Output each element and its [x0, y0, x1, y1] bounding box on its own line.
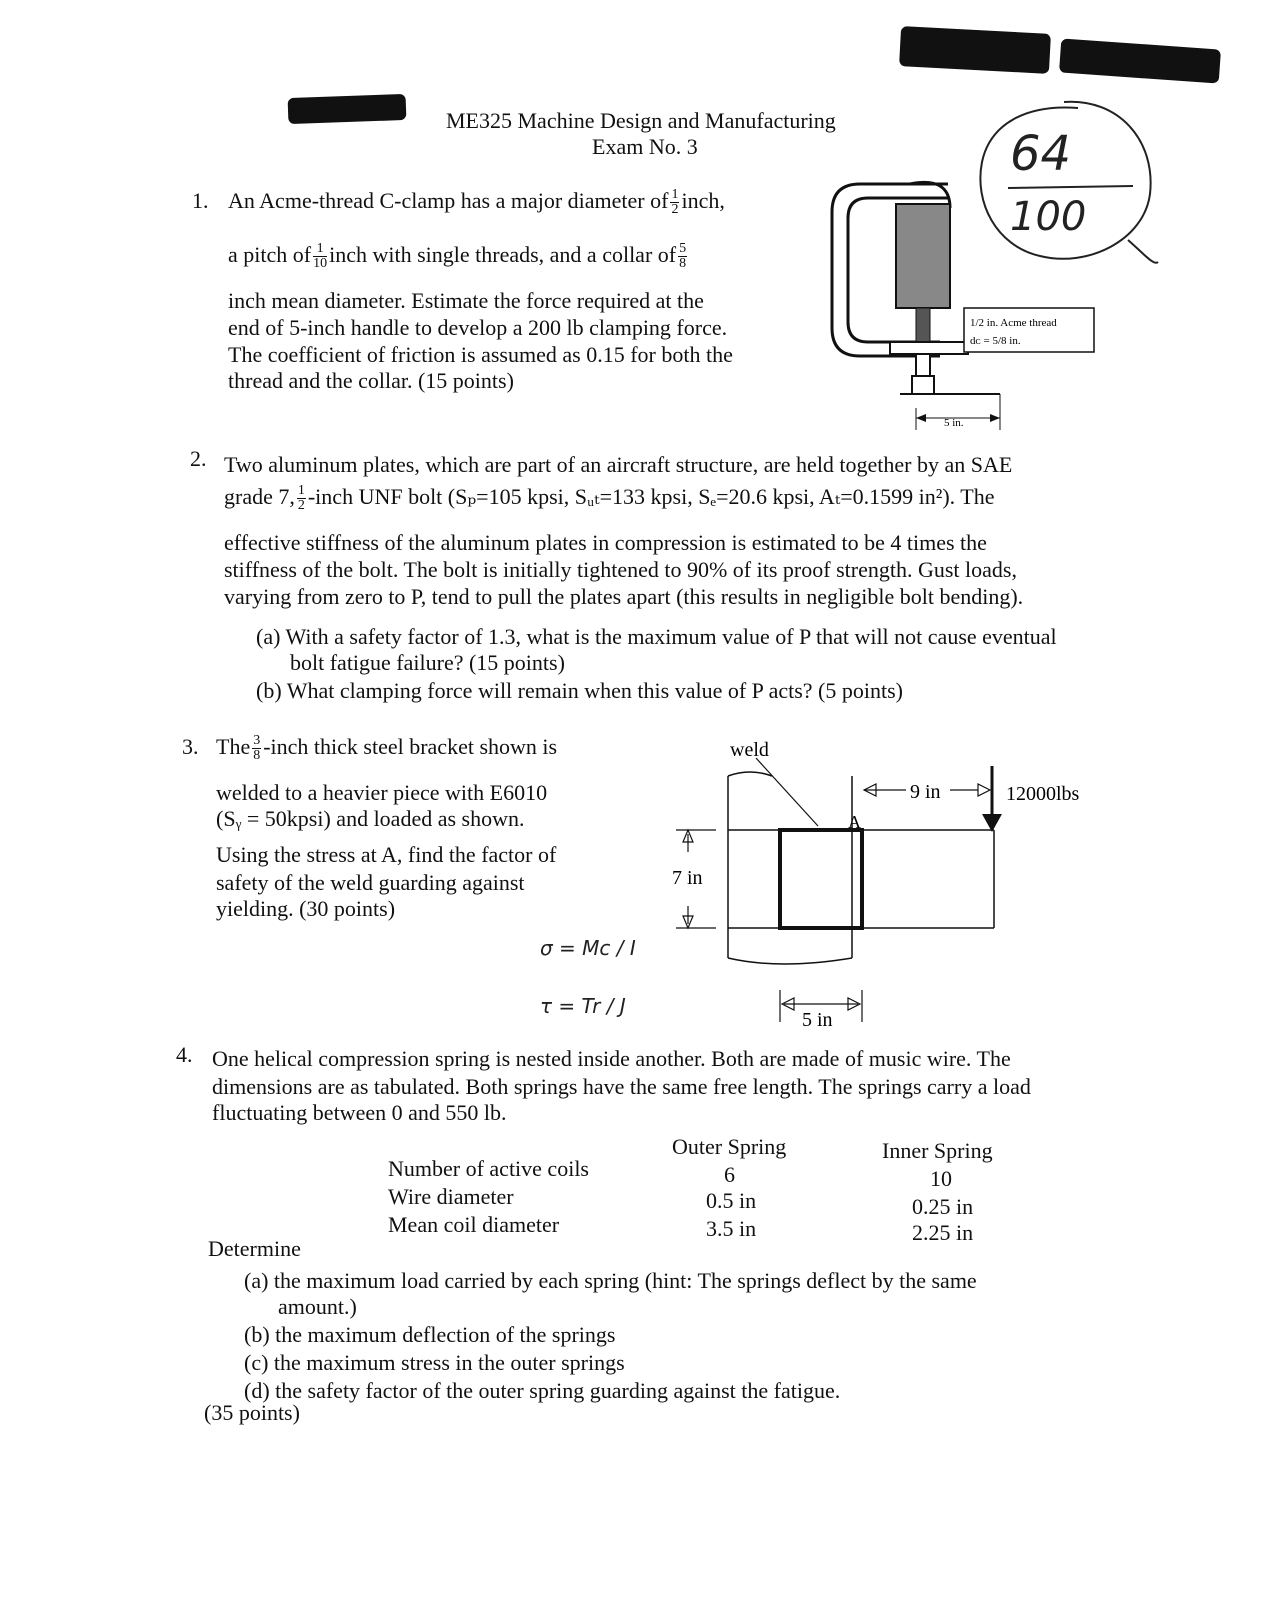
q3-text: -inch thick steel bracket shown is [263, 734, 558, 759]
q4-line3: fluctuating between 0 and 550 lb. [212, 1100, 507, 1125]
q3-number: 3. [182, 734, 199, 759]
q4-points: (35 points) [204, 1400, 300, 1425]
table-cell-outer: 0.5 in [706, 1188, 757, 1213]
q2-part-a-line2: bolt fatigue failure? (15 points) [290, 650, 565, 675]
q1-text: An Acme-thread C-clamp has a major diameter of [228, 188, 669, 213]
q3-line6: yielding. (30 points) [216, 896, 396, 921]
q1-line1 [228, 188, 725, 217]
q1-text: inch with single threads, and a collar of [329, 242, 677, 267]
q3-line1 [216, 734, 557, 763]
fig-label-weld: weld [730, 739, 769, 761]
col-header-outer: Outer Spring [672, 1134, 787, 1159]
q1-line4: end of 5-inch handle to develop a 200 lb clamping force. [228, 315, 728, 340]
fraction: $\frac{1}{2}$ [671, 187, 679, 218]
fig-label-9in: 9 in [910, 781, 941, 803]
q1-text: a pitch of [228, 242, 312, 267]
q3-line2: welded to a heavier piece with E6010 [216, 780, 548, 805]
q4-part-c: (c) the maximum stress in the outer springs [244, 1350, 625, 1375]
q4-line2: dimensions are as tabulated. Both springs have the same free length. The springs carry a load [212, 1074, 1031, 1099]
c-clamp-figure [820, 168, 1100, 438]
handwritten-formula-bending: σ = Mc / I [540, 936, 636, 960]
fraction: $\frac{3}{8}$ [253, 733, 261, 764]
q4-part-a-line2: amount.) [278, 1294, 357, 1319]
q4-number: 4. [176, 1042, 193, 1067]
q2-line2 [224, 484, 995, 513]
q2-line1: Two aluminum plates, which are part of an aircraft structure, are held together by an SAE [224, 452, 1013, 477]
fig-label-point-a: A [848, 812, 861, 832]
fig-label-thread: 1/2 in. Acme thread [970, 317, 1057, 329]
q3-line3: (Sᵧ = 50kpsi) and loaded as shown. [216, 806, 525, 831]
score-denominator: 100 [1010, 194, 1087, 240]
fig-label-collar: dᴄ = 5/8 in. [970, 335, 1021, 347]
q3-line5: safety of the weld guarding against [216, 870, 525, 895]
table-row-label: Mean coil diameter [388, 1212, 560, 1237]
q3-line4: Using the stress at A, find the factor of [216, 842, 557, 867]
table-cell-inner: 10 [930, 1166, 952, 1191]
fig-label-5in: 5 in [802, 1009, 833, 1031]
q2-text: grade 7, [224, 484, 295, 509]
score-numerator: 64 [1010, 126, 1072, 182]
redaction-mark [1059, 38, 1221, 83]
table-cell-inner: 0.25 in [912, 1194, 974, 1219]
q4-line1: One helical compression spring is nested inside another. Both are made of music wire. The [212, 1046, 1011, 1071]
fraction: $\frac{1}{10}$ [313, 241, 328, 272]
fig-label-7in: 7 in [672, 867, 703, 889]
col-header-inner: Inner Spring [882, 1138, 993, 1163]
q2-part-a-line1: (a) With a safety factor of 1.3, what is the maximum value of P that will not cause eventual [256, 624, 1057, 649]
q4-part-b: (b) the maximum deflection of the springs [244, 1322, 616, 1347]
fig-label-handle-length: 5 in. [944, 417, 964, 429]
q4-part-d: (d) the safety factor of the outer spring guarding against the fatigue. [244, 1378, 841, 1403]
q2-line5: varying from zero to P, tend to pull the plates apart (this results in negligible bolt bending). [224, 584, 1024, 609]
q3-text: The [216, 734, 251, 759]
q2-part-b: (b) What clamping force will remain when this value of P acts? (5 points) [256, 678, 903, 703]
fig-label-load: 12000lbs [1006, 783, 1080, 805]
q4-part-a-line1: (a) the maximum load carried by each spring (hint: The springs deflect by the same [244, 1268, 977, 1293]
q1-line6: thread and the collar. (15 points) [228, 368, 514, 393]
q2-text: -inch UNF bolt (Sₚ=105 kpsi, Sᵤₜ=133 kpsi, Sₑ=20.6 kpsi, Aₜ=0.1599 in²). The [307, 484, 995, 509]
weld-bracket-figure [660, 730, 1120, 1040]
table-cell-outer: 3.5 in [706, 1216, 757, 1241]
table-cell-inner: 2.25 in [912, 1220, 974, 1245]
exam-title: Exam No. 3 [592, 134, 698, 159]
q1-line2 [228, 242, 689, 271]
q1-number: 1. [192, 188, 209, 213]
course-title: ME325 Machine Design and Manufacturing [446, 108, 836, 133]
q1-text: inch, [681, 188, 725, 213]
redaction-mark [899, 26, 1051, 74]
table-cell-outer: 6 [724, 1162, 735, 1187]
table-row-label: Wire diameter [388, 1184, 514, 1209]
fraction: $\frac{1}{2}$ [297, 483, 305, 514]
q2-number: 2. [190, 446, 207, 471]
q1-line5: The coefficient of friction is assumed as 0.15 for both the [228, 342, 733, 367]
redaction-mark [288, 94, 407, 124]
q1-line3: inch mean diameter. Estimate the force required at the [228, 288, 704, 313]
fraction: $\frac{5}{8}$ [679, 241, 687, 272]
q2-line4: stiffness of the bolt. The bolt is initially tightened to 90% of its proof strength. Gust loads, [224, 557, 1017, 582]
table-row-label: Number of active coils [388, 1156, 589, 1181]
q2-line3: effective stiffness of the aluminum plates in compression is estimated to be 4 times the [224, 530, 987, 555]
handwritten-formula-torsion: τ = Tr / J [540, 994, 626, 1018]
q4-determine: Determine [208, 1236, 301, 1261]
